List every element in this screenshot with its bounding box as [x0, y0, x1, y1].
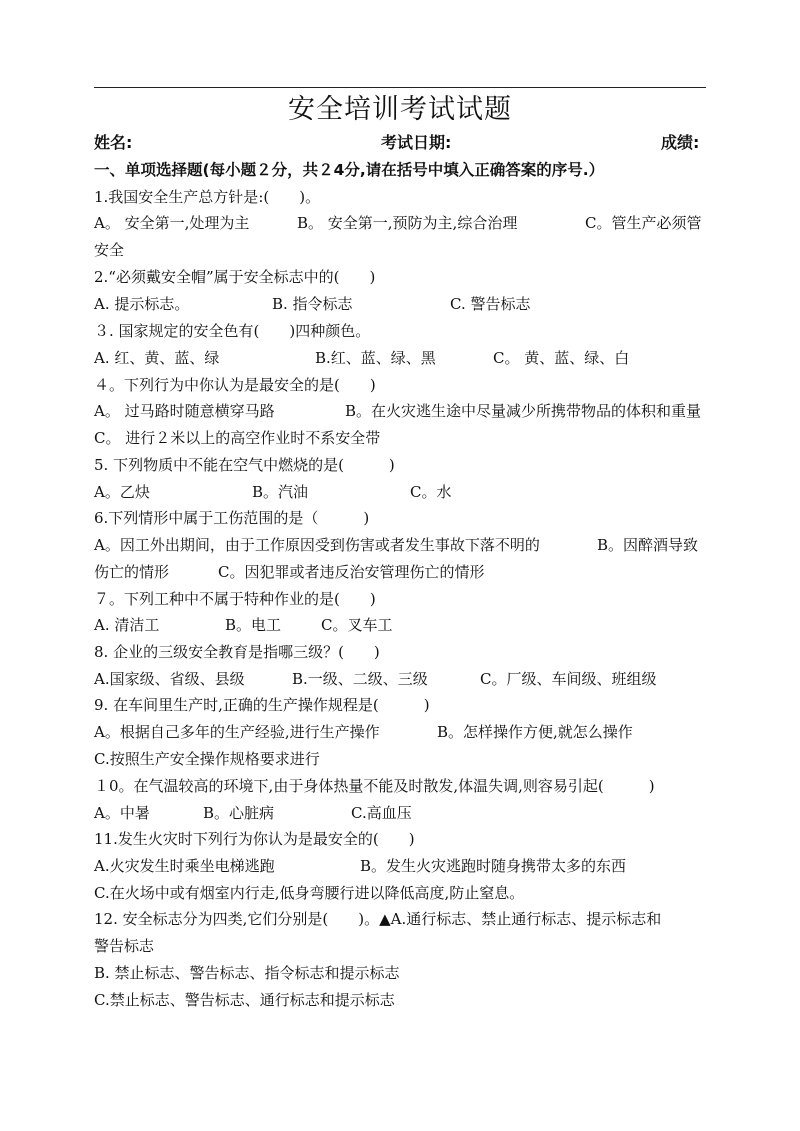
q2-option-a: A. 提示标志。 — [94, 295, 190, 313]
question-2: 2.“必须戴安全帽”属于安全标志中的( ) — [94, 268, 376, 286]
q3-option-c: C。 黄、蓝、绿、白 — [493, 349, 630, 367]
q7-option-a: A. 清洁工 — [94, 616, 160, 634]
q9-option-c: C.按照生产安全操作规格要求进行 — [94, 750, 320, 768]
q12-option-c: C.禁止标志、警告标志、通行标志和提示标志 — [94, 991, 395, 1009]
q6-option-b: B。因醉酒导致 — [597, 536, 699, 554]
question-1: 1.我国安全生产总方针是:( )。 — [94, 188, 321, 206]
section-heading: 一、单项选择题(每小题２分，共２4分,请在括号中填入正确答案的序号.） — [94, 161, 605, 179]
question-12: 12. 安全标志分为四类,它们分别是( )。▲A.通行标志、禁止通行标志、提示标志和 — [94, 910, 662, 928]
q4-option-a: A。 过马路时随意横穿马路 — [94, 402, 275, 420]
q3-option-b: B.红、蓝、绿、黑 — [315, 349, 436, 367]
q5-option-b: B。汽油 — [252, 483, 309, 501]
q1-continuation: 安全 — [94, 241, 125, 259]
q2-option-b: B. 指令标志 — [272, 295, 353, 313]
q1-option-b: B。 安全第一,预防为主,综合治理 — [297, 214, 518, 232]
q8-option-b: B.一级、二级、三级 — [292, 670, 428, 688]
q4-option-b: B。在火灾逃生途中尽量减少所携带物品的体积和重量 — [345, 402, 702, 420]
question-10: １0。在气温较高的环境下,由于身体热量不能及时散发,体温失调,则容易引起( ) — [94, 777, 655, 795]
q2-option-c: C. 警告标志 — [450, 295, 531, 313]
question-6: 6.下列情形中属于工伤范围的是（ ) — [94, 509, 370, 527]
score-label: 成绩: — [661, 133, 700, 152]
q7-option-c: C。叉车工 — [321, 616, 393, 634]
page-title: 安全培训考试试题 — [288, 94, 512, 125]
q7-option-b: B。电工 — [225, 616, 282, 634]
header-rule — [94, 87, 706, 88]
q10-option-c: C.高血压 — [351, 804, 412, 822]
exam-date-label: 考试日期: — [381, 133, 452, 152]
q5-option-c: C。水 — [410, 483, 452, 501]
q1-option-a: A。 安全第一,处理为主 — [94, 214, 250, 232]
q10-option-b: B。心脏病 — [203, 804, 275, 822]
q10-option-a: A。中暑 — [94, 804, 150, 822]
q9-option-a: A。根据自己多年的生产经验,进行生产操作 — [94, 723, 380, 741]
question-9: 9. 在车间里生产时,正确的生产操作规程是( ) — [94, 696, 430, 714]
question-11: 11.发生火灾时下列行为你认为是最安全的( ) — [94, 830, 415, 848]
q11-option-c: C.在火场中或有烟室内行走,低身弯腰行进以降低高度,防止窒息。 — [94, 884, 525, 902]
q1-option-c: C。管生产必须管 — [585, 214, 702, 232]
q12-option-b: B. 禁止标志、警告标志、指令标志和提示标志 — [94, 964, 400, 982]
question-4: ４。下列行为中你认为是最安全的是( ) — [94, 376, 376, 394]
q3-option-a: A. 红、黄、蓝、绿 — [94, 349, 220, 367]
name-label: 姓名: — [94, 133, 133, 152]
q6-option-a: A。因工外出期间，由于工作原因受到伤害或者发生事故下落不明的 — [94, 536, 540, 554]
q8-option-a: A.国家级、省级、县级 — [94, 670, 245, 688]
q6-option-c: C。因犯罪或者违反治安管理伤亡的情形 — [218, 563, 485, 581]
question-8: 8. 企业的三级安全教育是指哪三级？( ) — [94, 643, 380, 661]
question-5: 5. 下列物质中不能在空气中燃烧的是( ) — [94, 456, 395, 474]
question-7: ７。下列工种中不属于特种作业的是( ) — [94, 590, 376, 608]
q11-option-a: A.火灾发生时乘坐电梯逃跑 — [94, 857, 275, 875]
question-3: ３. 国家规定的安全色有( )四种颜色。 — [94, 322, 371, 340]
q12-continuation: 警告标志 — [94, 937, 155, 955]
q11-option-b: B。发生火灾逃跑时随身携带太多的东西 — [360, 857, 627, 875]
q4-option-c: C。 进行２米以上的高空作业时不系安全带 — [94, 429, 381, 447]
q8-option-c: C。厂级、车间级、班组级 — [480, 670, 657, 688]
q5-option-a: A。乙炔 — [94, 483, 150, 501]
q6-continuation: 伤亡的情形 — [94, 563, 170, 581]
q9-option-b: B。怎样操作方便,就怎么操作 — [437, 723, 633, 741]
